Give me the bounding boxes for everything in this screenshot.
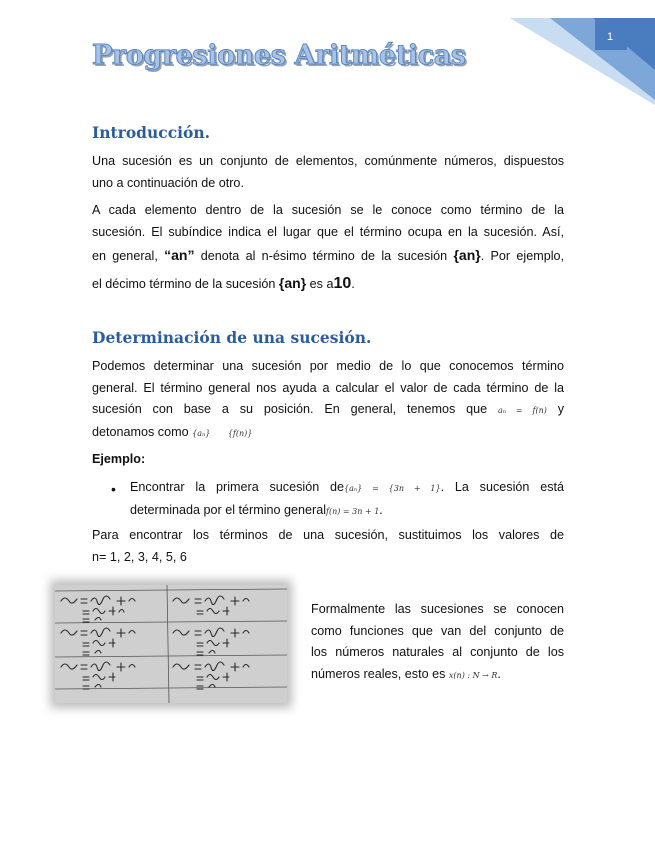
intro-paragraph-1 <box>92 151 564 194</box>
text-line: Formalmente las sucesiones se conocen <box>311 602 564 616</box>
text-fragment: el décimo término de la sucesión <box>92 277 279 291</box>
text-line <box>130 477 564 500</box>
example-label: Ejemplo: <box>92 452 146 466</box>
formula-set-fn: {f(n)} <box>227 428 253 438</box>
formula-general-term: aₙ = f(n) <box>498 406 547 415</box>
text-line <box>92 269 564 298</box>
corner-decoration <box>505 0 655 110</box>
substitution-paragraph <box>92 525 564 568</box>
text-fragment: . Por ejemplo, <box>480 249 564 263</box>
text-fragment: y <box>557 402 565 416</box>
intro-paragraph-2 <box>92 200 564 298</box>
text-line: general. El término general nos ayuda a calcular el valor de cada término de la <box>92 380 564 395</box>
text-line <box>92 243 564 269</box>
text-line: Para encontrar los términos de una sucesión, sustituimos los valores de <box>92 528 564 542</box>
formal-definition-paragraph <box>311 599 564 686</box>
intro-heading: Introducción. <box>92 123 211 142</box>
formula-general-term: f(n) = 3n + 1 <box>326 506 380 516</box>
text-fragment: en general, <box>92 249 165 263</box>
text-line: los números naturales al conjunto de los <box>311 645 564 659</box>
an-notation: “an” <box>164 247 195 263</box>
handwritten-calculations-image <box>55 585 287 703</box>
text-line <box>92 399 564 422</box>
subscript-ten: 10 <box>333 275 352 292</box>
formula-sequence: {aₙ} = {3n + 1} <box>344 484 441 493</box>
text-line: Una sucesión es un conjunto de elementos, comúnmente números, dispuestos <box>92 154 564 168</box>
text-fragment: . <box>379 502 383 517</box>
text-fragment: . La sucesión está <box>440 480 564 494</box>
page-number: 1 <box>606 31 614 43</box>
determination-heading: Determinación de una sucesión. <box>92 328 372 347</box>
text-fragment: denota al n-ésimo término de la sucesión <box>194 249 454 263</box>
text-fragment: sucesión con base a su posición. En general, tenemos que <box>92 402 488 416</box>
example-bullet <box>130 477 564 522</box>
text-fragment: números reales, esto es <box>311 666 446 681</box>
text-line: n= 1, 2, 3, 4, 5, 6 <box>92 549 187 564</box>
text-line: como funciones que van del conjunto de <box>311 623 564 638</box>
text-line: Podemos determinar una sucesión por medio de lo que conocemos término <box>92 359 564 373</box>
handwriting-sketch <box>55 585 287 703</box>
text-fragment: . <box>497 666 501 681</box>
text-line: A cada elemento dentro de la sucesión se le conoce como término de la <box>92 203 564 217</box>
document-title: Progresiones Aritméticas <box>92 40 466 71</box>
determination-paragraph <box>92 356 564 444</box>
formula-mapping: x(n) : N → R <box>448 670 498 680</box>
formula-set-an: {aₙ} <box>192 428 211 438</box>
text-fragment: detonamos como <box>92 424 193 439</box>
text-line: sucesión. El subíndice indica el lugar que el término ocupa en la sucesión. Así, <box>92 224 564 239</box>
an-set-notation: {an} <box>453 247 481 263</box>
text-fragment: es a <box>306 277 334 291</box>
text-line: uno a continuación de otro. <box>92 175 244 190</box>
bullet-dot-icon: • <box>111 481 116 497</box>
text-line <box>311 664 564 687</box>
text-fragment: . <box>351 277 355 291</box>
text-line <box>130 500 564 523</box>
text-line <box>92 422 564 445</box>
text-fragment: determinada por el término general <box>130 502 327 517</box>
an-set-notation: {an} <box>278 275 307 291</box>
text-fragment: Encontrar la primera sucesión de <box>130 480 345 494</box>
